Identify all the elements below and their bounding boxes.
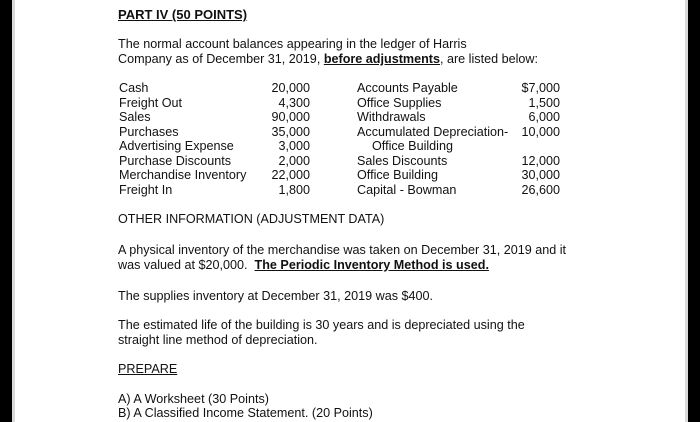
inventory-note-line-2 [118, 258, 489, 273]
account-name: Withdrawals [357, 110, 426, 124]
account-name: Capital - Bowman [357, 183, 457, 197]
account-name: Cash [119, 81, 149, 95]
document-page [12, 0, 688, 422]
inventory-note-line-1: A physical inventory of the merchandise was taken on December 31, 2019 and it [118, 243, 567, 257]
account-name: Freight Out [119, 96, 182, 110]
building-note-line-1: The estimated life of the building is 30 years and is depreciated using the [118, 318, 525, 332]
account-name: Sales Discounts [357, 154, 448, 168]
account-name: Office Building [372, 139, 453, 153]
prepare-item: A) A Worksheet (30 Points) [118, 392, 269, 406]
account-amount: 4,300 [278, 96, 310, 110]
account-amount: 6,000 [528, 110, 560, 124]
account-amount: 20,000 [271, 81, 310, 95]
account-name: Freight In [119, 183, 173, 197]
account-amount: 35,000 [271, 125, 310, 139]
prepare-title: PREPARE [118, 362, 178, 376]
account-name: Advertising Expense [119, 139, 234, 153]
prepare-item: B) A Classified Income Statement. (20 Points) [118, 406, 373, 420]
account-name: Merchandise Inventory [119, 168, 247, 182]
inventory-note-value: was valued at $20,000. [118, 258, 248, 272]
building-note-line-2: straight line method of depreciation. [118, 333, 318, 347]
account-amount: 22,000 [271, 168, 310, 182]
account-amount: 12,000 [521, 154, 560, 168]
account-amount: 10,000 [521, 125, 560, 139]
account-amount: 3,000 [278, 139, 310, 153]
periodic-method-emphasis: The Periodic Inventory Method is used. [254, 258, 489, 272]
other-info-title: OTHER INFORMATION (ADJUSTMENT DATA) [118, 212, 385, 226]
account-amount: 90,000 [271, 110, 310, 124]
account-amount: 30,000 [521, 168, 560, 182]
account-amount: 2,000 [278, 154, 310, 168]
account-name: Purchase Discounts [119, 154, 231, 168]
intro-line-2 [118, 52, 538, 67]
account-name: Accumulated Depreciation- [357, 125, 509, 139]
account-name: Office Building [357, 168, 438, 182]
account-name: Purchases [119, 125, 179, 139]
supplies-note: The supplies inventory at December 31, 2019 was $400. [118, 289, 434, 303]
intro-line-1: The normal account balances appearing in the ledger of Harris [118, 37, 467, 51]
account-amount: 1,800 [278, 183, 310, 197]
account-amount: 26,600 [521, 183, 560, 197]
page-edge-right [685, 0, 688, 422]
intro-line-2-start: Company as of December 31, 2019, [118, 52, 321, 66]
intro-line-2-end: , are listed below: [439, 52, 538, 66]
account-name: Office Supplies [357, 96, 442, 110]
account-name: Accounts Payable [357, 81, 458, 95]
account-amount: 1,500 [528, 96, 560, 110]
page-edge-left [12, 0, 15, 422]
account-amount: $7,000 [521, 81, 560, 95]
part-heading: PART IV (50 POINTS) [118, 7, 248, 22]
account-name: Sales [119, 110, 151, 124]
before-adjustments-emphasis: before adjustments [323, 52, 440, 66]
